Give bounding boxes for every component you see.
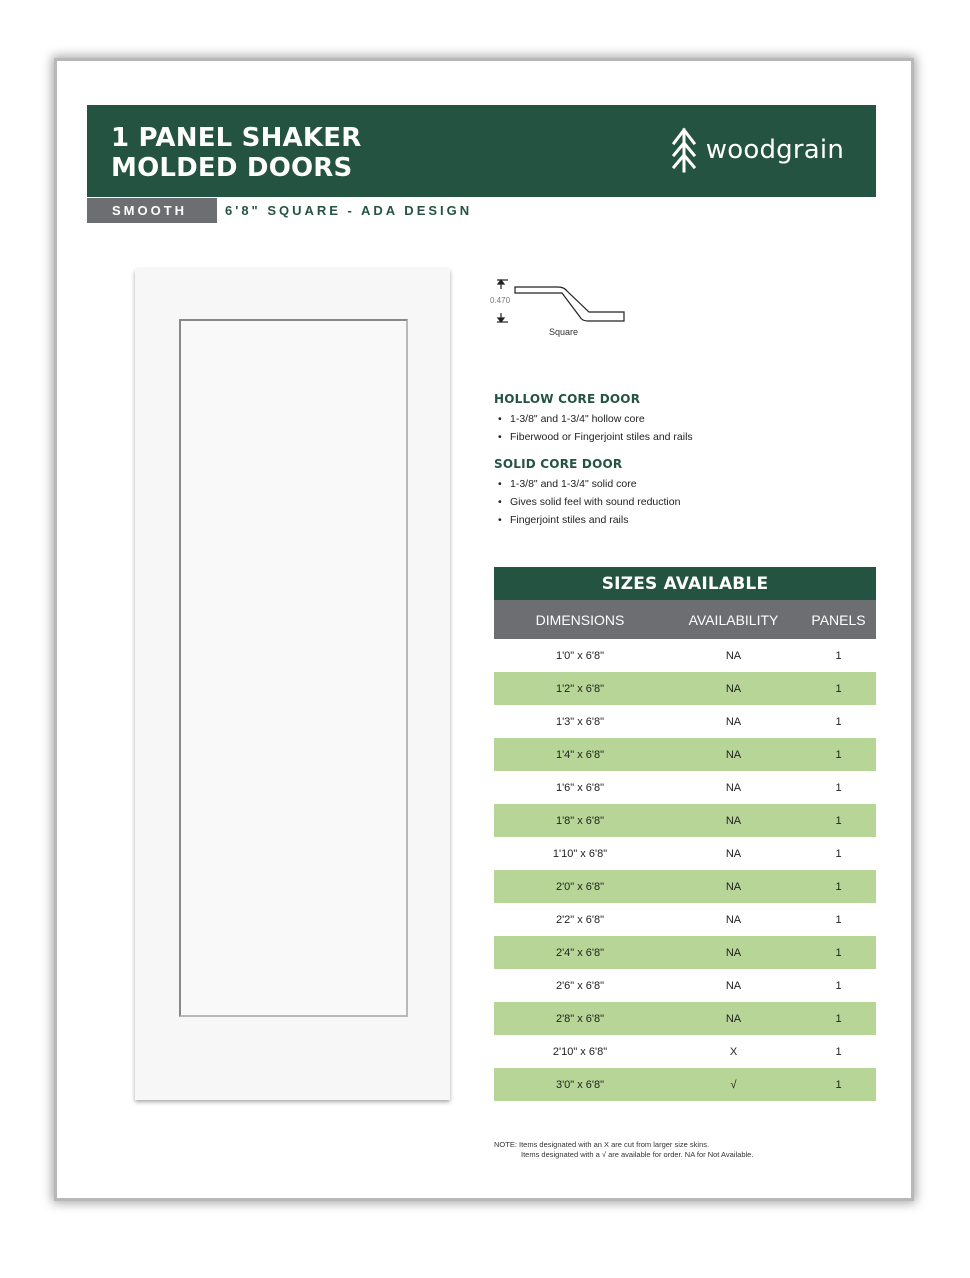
cell-dimension: 1'10" x 6'8" [552,847,608,860]
sizes-table [494,567,876,1101]
list-item: • 1-3/8" and 1-3/4" solid core [494,475,680,493]
cell-panels: 1 [835,979,842,992]
cell-dimension: 1'2" x 6'8" [555,682,605,695]
cell-panels: 1 [835,814,842,827]
cell-availability: NA [725,715,742,728]
cell-panels: 1 [835,880,842,893]
cell-dimension: 3'0" x 6'8" [555,1078,605,1091]
list-item: • Gives solid feel with sound reduction [494,493,680,511]
table-row [494,672,876,705]
table-row [494,705,876,738]
table-row [494,969,876,1002]
header-banner [87,105,876,197]
cell-panels: 1 [835,781,842,794]
door-panel [179,319,408,1017]
cell-dimension: 2'0" x 6'8" [555,880,605,893]
table-row [494,639,876,672]
cell-dimension: 1'3" x 6'8" [555,715,605,728]
profile-dimension: 0.470 [490,296,511,305]
table-row [494,1068,876,1101]
table-header [494,600,876,639]
cell-dimension: 2'8" x 6'8" [555,1012,605,1025]
cell-availability: NA [725,979,742,992]
cell-availability: NA [725,649,742,662]
cell-dimension: 1'4" x 6'8" [555,748,605,761]
table-row [494,1002,876,1035]
design-subtitle: 6'8" SQUARE - ADA DESIGN [225,203,473,218]
cell-panels: 1 [835,748,842,761]
cell-panels: 1 [835,715,842,728]
cell-availability: √ [730,1078,737,1091]
cell-availability: NA [725,946,742,959]
cell-dimension: 2'6" x 6'8" [555,979,605,992]
cell-panels: 1 [835,847,842,860]
sub-header [87,198,472,223]
table-row [494,870,876,903]
cell-availability: NA [725,847,742,860]
cell-availability: X [729,1045,738,1058]
header-panels: PANELS [811,611,866,628]
cell-dimension: 2'4" x 6'8" [555,946,605,959]
page-title [111,123,361,183]
cell-panels: 1 [835,1045,842,1058]
solid-core-list [494,475,680,529]
cell-panels: 1 [835,682,842,695]
table-row [494,1035,876,1068]
cell-panels: 1 [835,1012,842,1025]
cell-availability: NA [725,748,742,761]
cell-dimension: 1'8" x 6'8" [555,814,605,827]
brand-name: woodgrain [705,135,844,165]
cell-panels: 1 [835,1078,842,1091]
sizes-title: SIZES AVAILABLE [494,567,876,600]
list-item: • Fingerjoint stiles and rails [494,511,680,529]
table-row [494,771,876,804]
cell-dimension: 2'2" x 6'8" [555,913,605,926]
cell-availability: NA [725,913,742,926]
table-row [494,936,876,969]
hollow-core-section [494,392,693,446]
cell-dimension: 1'6" x 6'8" [555,781,605,794]
cell-panels: 1 [835,913,842,926]
note-line-1: NOTE: Items designated with an X are cut from larger size skins. [494,1140,710,1149]
table-row [494,837,876,870]
note-line-2: Items designated with a √ are available for order. NA for Not Available. [521,1150,754,1159]
header-dimensions: DIMENSIONS [535,611,625,628]
solid-core-title: SOLID CORE DOOR [494,457,623,471]
tree-logo-icon [672,127,696,173]
door-image [135,269,450,1100]
cell-availability: NA [725,1012,742,1025]
cell-panels: 1 [835,946,842,959]
table-row [494,903,876,936]
cell-panels: 1 [835,649,842,662]
cell-dimension: 1'0" x 6'8" [555,649,605,662]
finish-badge: SMOOTH [87,198,217,223]
cell-availability: NA [725,814,742,827]
footnote [494,1140,753,1160]
table-row [494,804,876,837]
header-availability: AVAILABILITY [688,611,779,628]
title-line-2: MOLDED DOORS [111,153,353,183]
cell-availability: NA [725,781,742,794]
hollow-core-list [494,410,693,446]
profile-label: Square [549,327,579,337]
list-item: • Fiberwood or Fingerjoint stiles and rails [494,428,693,446]
table-row [494,738,876,771]
brand-logo [672,127,844,173]
cell-dimension: 2'10" x 6'8" [552,1045,608,1058]
list-item: • 1-3/8" and 1-3/4" hollow core [494,410,693,428]
hollow-core-title: HOLLOW CORE DOOR [494,392,641,406]
solid-core-section [494,457,680,529]
title-line-1: 1 PANEL SHAKER [111,123,362,153]
cell-availability: NA [725,880,742,893]
cell-availability: NA [725,682,742,695]
